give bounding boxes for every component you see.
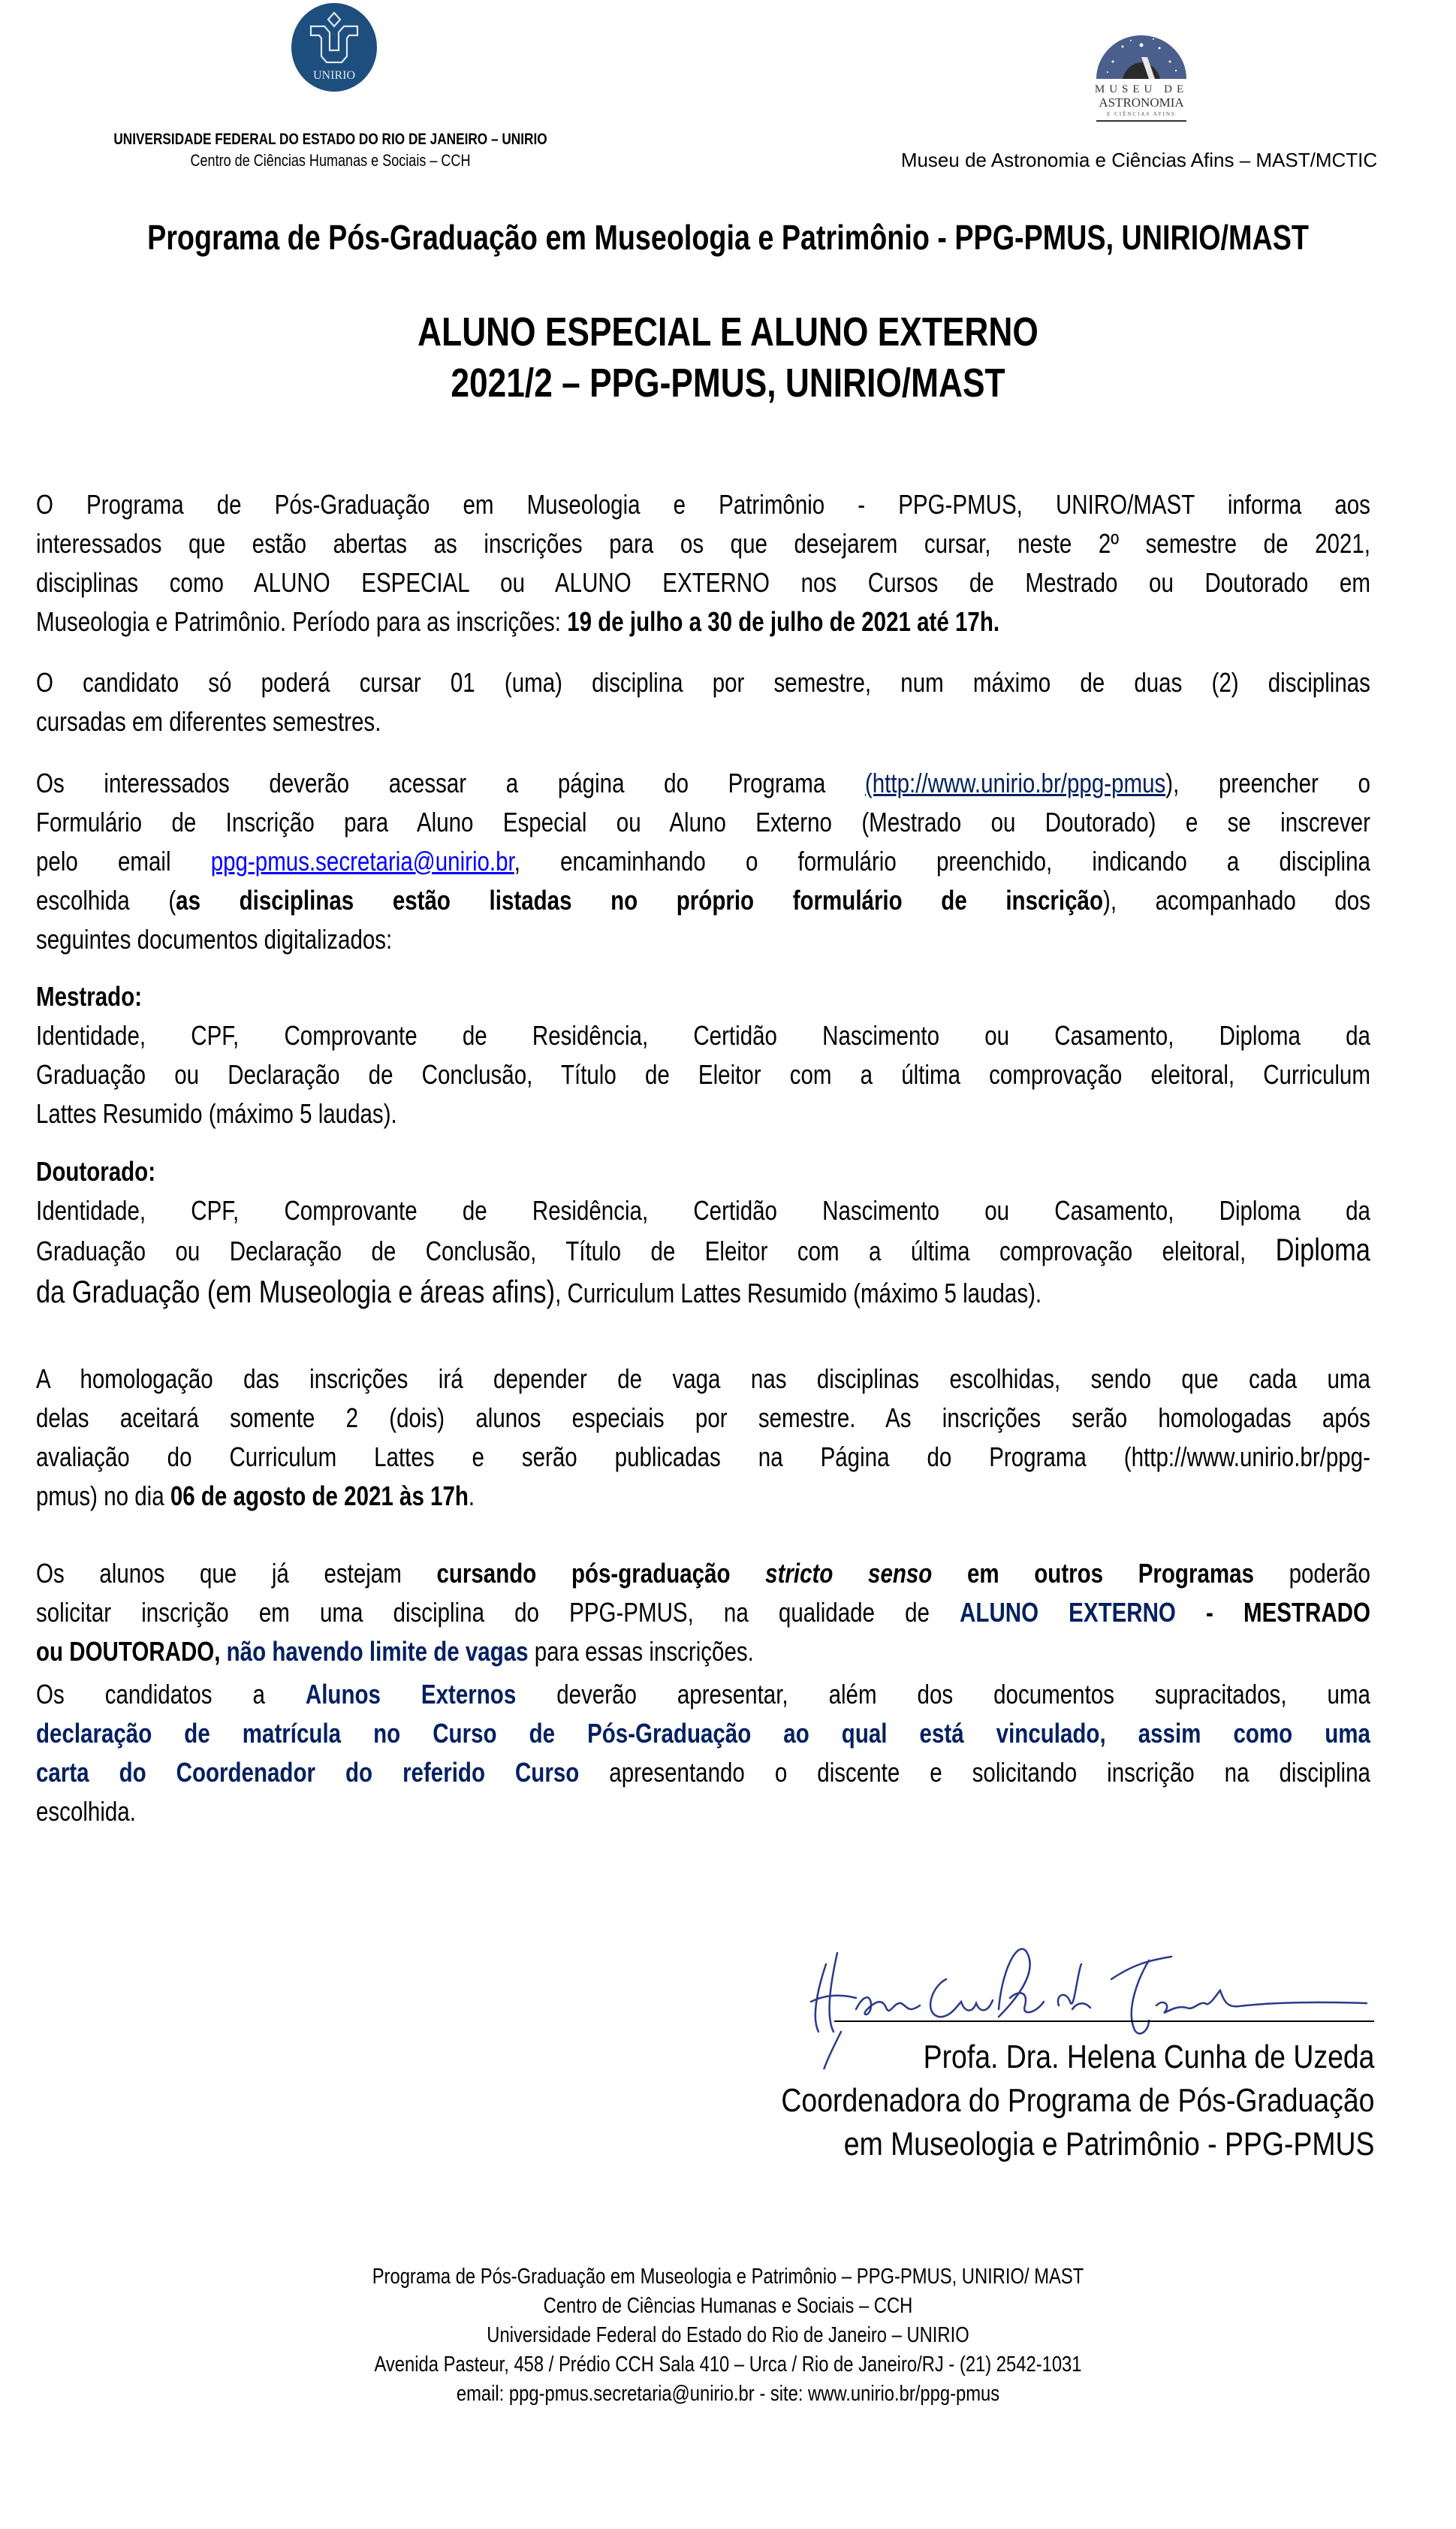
text-line: avaliação do Curriculum Lattes e serão publicadas na Página do Programa (http://www.unirio.br/ppg-: [36, 1441, 1370, 1472]
text-run-bold-italic: stricto senso: [765, 1558, 933, 1589]
text-line: disciplinas como ALUNO ESPECIAL ou ALUNO EXTERNO nos Cursos de Mestrado ou Doutorado em: [36, 567, 1370, 598]
text-run: ), acompanhado dos: [1102, 885, 1370, 916]
signature-block: [677, 2036, 1374, 2166]
text-run: ), preencher o: [1165, 768, 1370, 798]
text-run: pelo email: [36, 846, 211, 877]
program-title-text: Programa de Pós-Graduação em Museologia e Patrimônio - PPG-PMUS, UNIRIO/MAST: [147, 218, 1309, 257]
signatory-name: Profa. Dra. Helena Cunha de Uzeda: [923, 2039, 1374, 2075]
text-run: escolhida (: [36, 885, 176, 916]
text-run: pmus) no dia: [36, 1480, 170, 1511]
text-run-large: da Graduação (em Museologia e áreas afins): [36, 1274, 556, 1309]
university-name: UNIVERSIDADE FEDERAL DO ESTADO DO RIO DE JANEIRO – UNIRIO: [113, 131, 547, 148]
doutorado-heading: Doutorado:: [36, 1156, 156, 1187]
footer: [0, 2262, 1456, 2409]
text-run: para essas inscrições.: [528, 1636, 754, 1667]
text-line: Graduação ou Declaração de Conclusão, Título de Eleitor com a última comprovação eleitoral, Curriculum: [36, 1059, 1370, 1090]
text-line: delas aceitará somente 2 (dois) alunos especiais por semestre. As inscrições serão homologadas após: [36, 1402, 1370, 1433]
text-run-large: Diploma: [1275, 1232, 1370, 1267]
paragraph-registration: [36, 485, 1370, 641]
mast-logo-line1: MUSEU DE: [1094, 83, 1189, 95]
text-run: solicitar inscrição em uma disciplina do PPG-PMUS, na qualidade de: [36, 1597, 960, 1628]
registration-period: 19 de julho a 30 de julho de 2021 até 17h.: [567, 606, 1000, 637]
text-line: [36, 764, 1370, 803]
text-run-navy: carta do Coordenador do referido Curso: [36, 1757, 580, 1788]
text-line: escolhida.: [36, 1796, 136, 1827]
text-line: interessados que estão abertas as inscrições para os que desejarem cursar, neste 2º semestre de 2021,: [36, 528, 1370, 559]
text-line: O candidato só poderá cursar 01 (uma) disciplina por semestre, num máximo de duas (2) disciplinas: [36, 667, 1370, 698]
footer-line-1: Programa de Pós-Graduação em Museologia e Patrimônio – PPG-PMUS, UNIRIO/ MAST: [372, 2265, 1084, 2289]
mestrado-heading: Mestrado:: [36, 981, 143, 1012]
text-run-bold: cursando pós-graduação: [436, 1558, 766, 1589]
text-line: [36, 1632, 1370, 1671]
university-header: [30, 129, 631, 171]
footer-line-2: Centro de Ciências Humanas e Sociais – CCH: [543, 2294, 913, 2318]
email-link[interactable]: ppg-pmus.secretaria@unirio.br: [210, 846, 514, 877]
paragraph-instructions: [36, 764, 1370, 959]
section-mestrado: [36, 977, 1370, 1133]
footer-line-4: Avenida Pasteur, 458 / Prédio CCH Sala 410 – Urca / Rio de Janeiro/RJ - (21) 2542-1031: [374, 2352, 1082, 2377]
text-line: O Programa de Pós-Graduação em Museologia e Patrimônio - PPG-PMUS, UNIRO/MAST informa aos: [36, 489, 1370, 520]
text-line: [36, 1269, 1370, 1314]
text-run: Os alunos que já estejam: [36, 1558, 437, 1589]
paragraph-limit: [36, 663, 1370, 741]
program-title: [0, 216, 1456, 258]
signatory-role-2: em Museologia e Patrimônio - PPG-PMUS: [843, 2126, 1374, 2162]
mast-logo-line3: E CIÊNCIAS AFINS: [1107, 111, 1176, 117]
museum-name: Museu de Astronomia e Ciências Afins – MAST/MCTIC: [900, 149, 1378, 171]
text-line: [36, 881, 1370, 920]
text-line: declaração de matrícula no Curso de Pós-Graduação ao qual está vinculado, assim como uma: [36, 1718, 1370, 1749]
text-line: [36, 602, 1370, 641]
text-run-bold: ou DOUTORADO,: [36, 1636, 221, 1667]
text-run: , Curriculum Lattes Resumido (máximo 5 laudas).: [555, 1278, 1042, 1308]
text-line: [36, 1477, 1370, 1516]
section-doutorado: [36, 1152, 1370, 1314]
text-run-navy: Alunos Externos: [305, 1679, 517, 1710]
text-line: Formulário de Inscrição para Aluno Especial ou Aluno Externo (Mestrado ou Doutorado) e se inscrever: [36, 807, 1370, 837]
mast-logo-line2: ASTRONOMIA: [1099, 95, 1184, 110]
text-line: Identidade, CPF, Comprovante de Residência, Certidão Nascimento ou Casamento, Diploma da: [36, 1020, 1370, 1051]
text-run: Os candidatos a: [36, 1679, 306, 1710]
title-line-1: ALUNO ESPECIAL E ALUNO EXTERNO: [418, 309, 1038, 355]
text-line: Lattes Resumido (máximo 5 laudas).: [36, 1098, 397, 1129]
signatory-role-1: Coordenadora do Programa de Pós-Graduação: [780, 2082, 1374, 2119]
text-run: poderão: [1253, 1558, 1370, 1589]
bold-note: as disciplinas estão listadas no próprio formulário de inscrição: [176, 885, 1103, 916]
text-run: Museologia e Patrimônio. Período para as inscrições:: [36, 606, 568, 637]
signature-line: [834, 2020, 1374, 2022]
text-line: Identidade, CPF, Comprovante de Residência, Certidão Nascimento ou Casamento, Diploma da: [36, 1195, 1370, 1226]
approval-date: 06 de agosto de 2021 às 17h: [170, 1480, 469, 1511]
text-run: Graduação ou Declaração de Conclusão, Título de Eleitor com a última comprovação eleitoral,: [36, 1236, 1276, 1266]
text-run: deverão apresentar, além dos documentos supracitados, uma: [516, 1679, 1370, 1710]
text-run-bold: - MESTRADO: [1175, 1597, 1370, 1628]
text-line: [36, 1554, 1370, 1593]
mast-logo: [1081, 23, 1201, 128]
text-run: Os interessados deverão acessar a página do Programa: [36, 768, 865, 798]
paragraph-external-docs: [36, 1675, 1370, 1831]
center-name: Centro de Ciências Humanas e Sociais – CCH: [190, 151, 471, 170]
footer-line-5: email: ppg-pmus.secretaria@unirio.br - site: www.unirio.br/ppg-pmus: [456, 2382, 1000, 2406]
text-run-navy: não havendo limite de vagas: [220, 1636, 529, 1667]
text-run-bold: em outros Programas: [932, 1558, 1254, 1589]
text-line: [36, 1675, 1370, 1714]
unirio-logo-text: UNIRIO: [313, 69, 355, 82]
text-line: seguintes documentos digitalizados:: [36, 924, 393, 955]
text-line: cursadas em diferentes semestres.: [36, 706, 381, 737]
text-line: [36, 1230, 1370, 1269]
paragraph-external: [36, 1554, 1370, 1671]
text-line: [36, 1593, 1370, 1632]
footer-line-3: Universidade Federal do Estado do Rio de Janeiro – UNIRIO: [487, 2323, 969, 2347]
document-title: [0, 306, 1456, 409]
title-line-2: 2021/2 – PPG-PMUS, UNIRIO/MAST: [451, 361, 1005, 406]
unirio-logo: [291, 2, 378, 92]
program-url-link[interactable]: (http://www.unirio.br/ppg-pmus: [864, 768, 1166, 798]
text-run: .: [468, 1480, 475, 1511]
text-line: [36, 842, 1370, 881]
text-run-navy: ALUNO EXTERNO: [960, 1597, 1176, 1628]
text-line: A homologação das inscrições irá depender de vaga nas disciplinas escolhidas, sendo que cada uma: [36, 1363, 1370, 1394]
text-run: apresentando o discente e solicitando inscrição na disciplina: [579, 1757, 1370, 1788]
text-run: , encaminhando o formulário preenchido, indicando a disciplina: [514, 846, 1370, 877]
paragraph-approval: [36, 1360, 1370, 1516]
text-line: [36, 1753, 1370, 1792]
